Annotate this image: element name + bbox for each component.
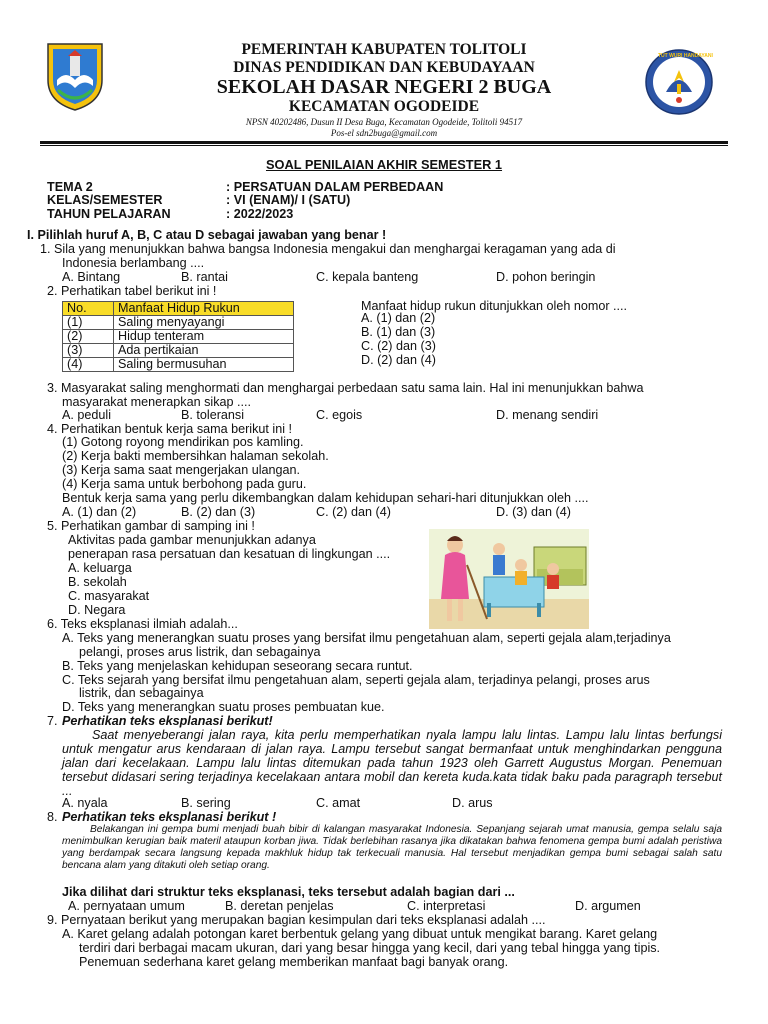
q7-option-d: D. arus (452, 796, 493, 810)
q4-question: Bentuk kerja sama yang perlu dikembangkan dalam kehidupan sehari-hari ditunjukkan oleh .... (62, 491, 589, 505)
q2-option-c: C. (2) dan (3) (361, 339, 436, 353)
q4-option-a: A. (1) dan (2) (62, 505, 137, 519)
logo-motto: TUT WURI HANDAYANI (658, 53, 713, 59)
q4-item-4: (4) Kerja sama untuk berbohong pada guru. (62, 477, 307, 491)
q2-option-d: D. (2) dan (4) (361, 353, 436, 367)
q6-option-d: D. Teks yang menerangkan suatu proses pembuatan kue. (62, 700, 385, 714)
table-cell: (3) (63, 344, 114, 358)
q7-option-a: A. nyala (62, 796, 108, 810)
table-cell: (4) (63, 358, 114, 372)
info-label-theme: TEMA 2 (47, 180, 93, 194)
q1-line2: Indonesia berlambang .... (62, 256, 205, 270)
header-divider-thick (40, 141, 728, 144)
q1-option-c: C. kepala banteng (316, 270, 419, 284)
table-row (63, 330, 294, 344)
q6-option-a-line1: A. Teks yang menerangkan suatu proses yang bersifat ilmu pengetahuan alam, seperti gejala alam,terjadinya (62, 631, 671, 645)
table-cell: Saling bermusuhan (114, 358, 294, 372)
q4-item-1: (1) Gotong royong mendirikan pos kamling. (62, 435, 304, 449)
q5-option-c: C. masyarakat (68, 589, 150, 603)
table-cell: Hidup tenteram (114, 330, 294, 344)
q3-option-d: D. menang sendiri (496, 408, 599, 422)
table-cell: (2) (63, 330, 114, 344)
q7-option-b: B. sering (181, 796, 231, 810)
info-label-year: TAHUN PELAJARAN (47, 207, 171, 221)
header-divider-thin (40, 145, 728, 146)
q6-option-b: B. Teks yang menjelaskan kehidupan seseorang secara runtut. (62, 659, 413, 673)
q2-table (62, 301, 294, 372)
q2-table-head-benefit: Manfaat Hidup Rukun (114, 302, 294, 316)
q6-option-c-line2: listrik, dan sebagainya (79, 686, 204, 700)
q5-line3: penerapan rasa persatuan dan kesatuan di lingkungan .... (68, 547, 391, 561)
gov-line: PEMERINTAH KABUPATEN TOLITOLI (241, 41, 527, 58)
q4-option-b: B. (2) dan (3) (181, 505, 256, 519)
email-line: Pos-el sdn2buga@gmail.com (330, 128, 438, 138)
q2-line: 2. Perhatikan tabel berikut ini ! (47, 284, 217, 298)
table-row (63, 358, 294, 372)
info-label-class: KELAS/SEMESTER (47, 193, 163, 207)
school-name: SEKOLAH DASAR NEGERI 2 BUGA (216, 76, 552, 98)
q9-option-a-line2: terdiri dari berbagai macam ukuran, dari yang besar hingga yang kecil, dari yang tebal hingga yang tipis. (79, 941, 661, 955)
q8-option-d: D. argumen (575, 899, 641, 913)
q1-option-b: B. rantai (181, 270, 228, 284)
q6-line: 6. Teks eksplanasi ilmiah adalah... (47, 617, 238, 631)
table-row (63, 344, 294, 358)
dept-line: DINAS PENDIDIKAN DAN KEBUDAYAAN (233, 59, 535, 76)
exam-title: SOAL PENILAIAN AKHIR SEMESTER 1 (265, 157, 503, 172)
q5-option-d: D. Negara (68, 603, 126, 617)
q4-option-c: C. (2) dan (4) (316, 505, 391, 519)
q8-number: 8. (47, 810, 58, 824)
q9-line: 9. Pernyataan berikut yang merupakan bagian kesimpulan dari teks eksplanasi adalah .... (47, 913, 546, 927)
q4-item-2: (2) Kerja bakti membersihkan halaman sekolah. (62, 449, 329, 463)
q4-option-d: D. (3) dan (4) (496, 505, 571, 519)
q7-heading: Perhatikan teks eksplanasi berikut! (62, 714, 273, 728)
family-cleaning-illustration (429, 529, 589, 629)
table-cell: (1) (63, 316, 114, 330)
q4-line: 4. Perhatikan bentuk kerja sama berikut ini ! (47, 422, 293, 436)
q2-option-b: B. (1) dan (3) (361, 325, 436, 339)
q4-item-3: (3) Kerja sama saat mengerjakan ulangan. (62, 463, 301, 477)
table-cell: Saling menyayangi (114, 316, 294, 330)
q3-option-c: C. egois (316, 408, 363, 422)
info-value-year: : 2022/2023 (226, 207, 294, 221)
q3-option-a: A. peduli (62, 408, 112, 422)
q2-table-head-no: No. (63, 302, 114, 316)
q3-line2: masyarakat menerapkan sikap .... (62, 395, 251, 409)
q8-option-b: B. deretan penjelas (225, 899, 334, 913)
q1-line1: 1. Sila yang menunjukkan bahwa bangsa Indonesia mengakui dan menghargai keragaman yang ada di (40, 242, 616, 256)
table-cell: Ada pertikaian (114, 344, 294, 358)
q6-option-c-line1: C. Teks sejarah yang bersifat ilmu pengetahuan alam, seperti gejala alam, terjadinya pelangi, proses arus (62, 673, 650, 687)
q1-option-a: A. Bintang (62, 270, 121, 284)
q8-option-a: A. pernyataan umum (68, 899, 185, 913)
info-value-class: : VI (ENAM)/ I (SATU) (226, 193, 351, 207)
info-value-theme: : PERSATUAN DALAM PERBEDAAN (226, 180, 444, 194)
q8-question: Jika dilihat dari struktur teks eksplanasi, teks tersebut adalah bagian dari ... (62, 885, 515, 899)
section-instruction: I. Pilihlah huruf A, B, C atau D sebagai jawaban yang benar ! (27, 228, 387, 242)
q7-number: 7. (47, 714, 58, 728)
q2-option-a: A. (1) dan (2) (361, 311, 436, 325)
q6-option-a-line2: pelangi, proses arus listrik, dan sebagainya (79, 645, 321, 659)
q5-line: 5. Perhatikan gambar di samping ini ! (47, 519, 255, 533)
q8-option-c: C. interpretasi (407, 899, 486, 913)
q2-question: Manfaat hidup rukun ditunjukkan oleh nomor .... (361, 299, 628, 313)
q8-heading: Perhatikan teks eksplanasi berikut ! (62, 810, 277, 824)
district-line: KECAMATAN OGODEIDE (288, 98, 480, 115)
q8-passage: Belakangan ini gempa bumi menjadi buah bibir di kalangan masyarakat Indonesia. Sepanjang sejarah umat manusia, gempa selalu saja menimbulkan kerugian baik materil ataupun korban jiwa. Tidak berlebihan rasanya jika dikatakan bahwa fenomena gempa bumi adalah peristiwa yang berdampak secara langsung kepada makhluk hidup tak terkecuali manusia. Hal tersebut menjadikan gempa bumi sebagai salah satu bencana alam yang ditakuti oleh setiap orang. (62, 824, 722, 871)
table-row (63, 316, 294, 330)
q3-line1: 3. Masyarakat saling menghormati dan menghargai perbedaan satu sama lain. Hal ini menunjukkan bahwa (47, 381, 644, 395)
q5-option-b: B. sekolah (68, 575, 127, 589)
q5-option-a: A. keluarga (68, 561, 132, 575)
q9-option-a-line3: Penemuan sederhana karet gelang memberikan manfaat bagi banyak orang. (79, 955, 509, 969)
q1-option-d: D. pohon beringin (496, 270, 596, 284)
q3-option-b: B. toleransi (181, 408, 244, 422)
q7-option-c: C. amat (316, 796, 361, 810)
address-line: NPSN 40202486, Dusun II Desa Buga, Kecamatan Ogodeide, Tolitoli 94517 (245, 117, 523, 127)
q7-passage: Saat menyeberangi jalan raya, kita perlu memperhatikan nyala lampu lalu lintas. Lampu lalu lintas berfungsi untuk mengatur arus kendaraan di jalan raya. Lampu tersebut sangat bermanfaat untuk menghindarkan pengguna jalan dari kecelakaan. Lampu lalu lintas ditemukan pada tahun 1923 oleh Garrett Augustus Morgan. Penemuan tersebut didasari sering terjadinya kecelakaan antara mobil dan kereta kuda.kata tidak baku pada paragraph tersebut ... (62, 728, 722, 798)
q5-line2: Aktivitas pada gambar menunjukkan adanya (68, 533, 316, 547)
q9-option-a-line1: A. Karet gelang adalah potongan karet berbentuk gelang yang dibuat untuk mengikat barang. Karet gelang (62, 927, 658, 941)
